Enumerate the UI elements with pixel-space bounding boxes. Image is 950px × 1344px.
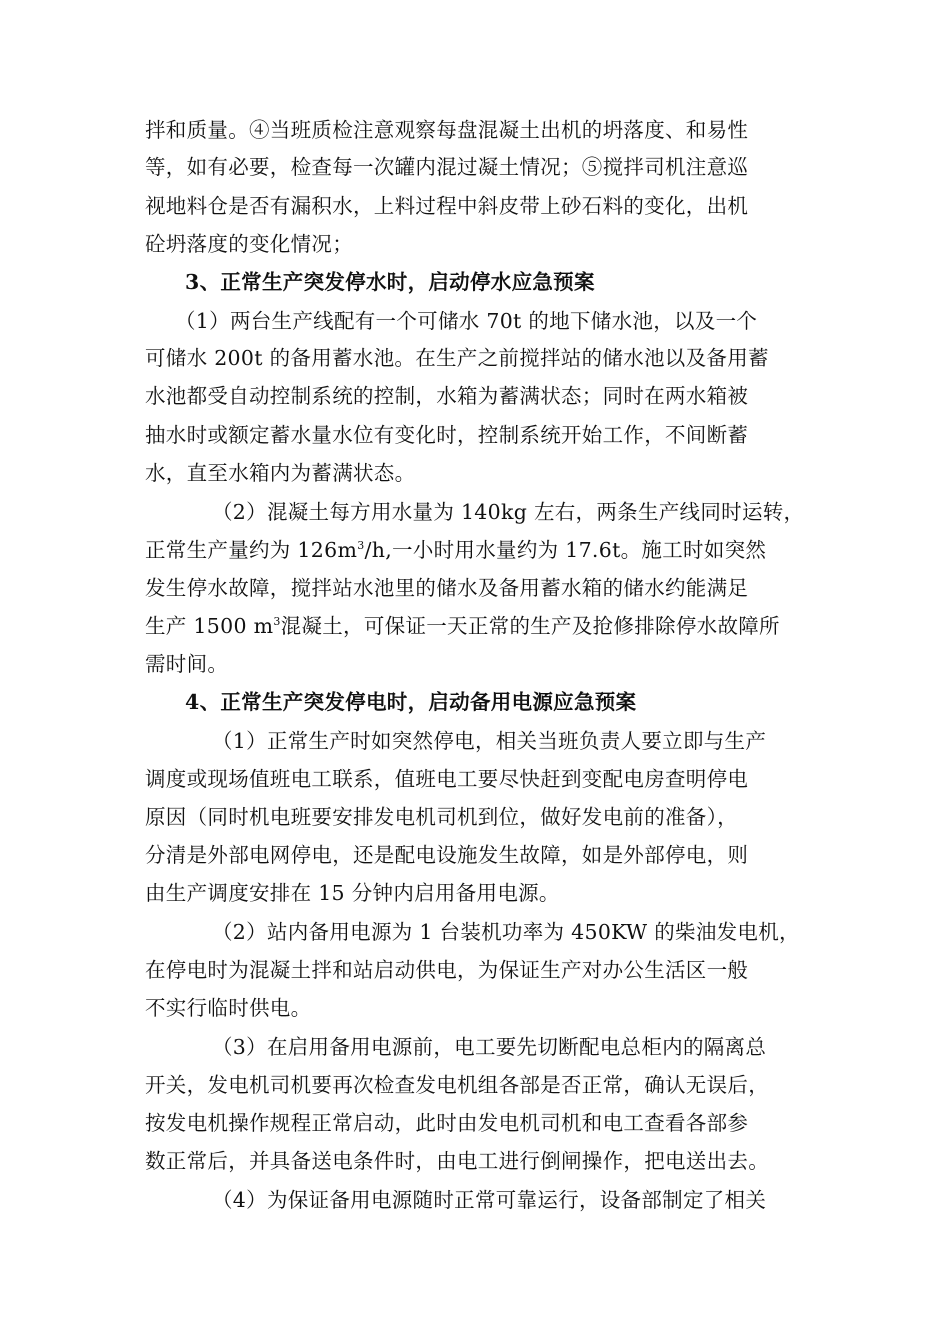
paragraph-line: 由生产调度安排在 15 分钟内启用备用电源。 [145,881,560,905]
text-segment: 正常生产量约为 126m [145,538,358,562]
paragraph-line: 等，如有必要，检查每一次罐内混过凝土情况；⑤搅拌司机注意巡 [145,155,749,179]
paragraph-line: 数正常后，并具备送电条件时，由电工进行倒闸操作，把电送出去。 [145,1149,769,1173]
paragraph-line: 发生停水故障，搅拌站水池里的储水及备用蓄水箱的储水约能满足 [145,576,749,600]
paragraph-line: 视地料仓是否有漏积水，上料过程中斜皮带上砂石料的变化，出机 [145,194,749,218]
superscript: 3 [273,615,281,629]
paragraph-line [145,536,815,564]
paragraph-line: （3）在启用备用电源前，电工要先切断配电总柜内的隔离总 [212,1035,767,1059]
text-segment: 生产 1500 m [145,614,274,638]
superscript: 3 [357,539,365,553]
paragraph-line: 需时间。 [145,652,229,676]
text-segment: 混凝土，可保证一天正常的生产及抢修排除停水故障所 [280,614,780,638]
paragraph-line: （4）为保证备用电源随时正常可靠运行，设备部制定了相关 [212,1188,767,1212]
paragraph-line: （1）正常生产时如突然停电，相关当班负责人要立即与生产 [212,729,767,753]
paragraph-line: 水，直至水箱内为蓄满状态。 [145,461,416,485]
paragraph-line: 抽水时或额定蓄水量水位有变化时，控制系统开始工作，不间断蓄 [145,423,749,447]
paragraph-line: 砼坍落度的变化情况； [145,232,353,256]
paragraph-line: 开关，发电机司机要再次检查发电机组各部是否正常，确认无误后， [145,1073,769,1097]
paragraph-line: 在停电时为混凝土拌和站启动供电，为保证生产对办公生活区一般 [145,958,749,982]
paragraph-line: 按发电机操作规程正常启动，此时由发电机司机和电工查看各部参 [145,1111,749,1135]
paragraph-line: 原因（同时机电班要安排发电机司机到位，做好发电前的准备）， [145,805,738,829]
paragraph-line: （2）站内备用电源为 1 台装机功率为 450KW 的柴油发电机， [212,920,800,944]
section-heading-4: 4、正常生产突发停电时，启动备用电源应急预案 [185,690,637,714]
paragraph-line: 可储水 200t 的备用蓄水池。在生产之前搅拌站的储水池以及备用蓄 [145,346,769,370]
paragraph-line: 拌和质量。④当班质检注意观察每盘混凝土出机的坍落度、和易性 [145,118,749,142]
section-heading-3: 3、正常生产突发停水时，启动停水应急预案 [185,270,595,294]
paragraph-line [145,612,815,640]
paragraph-line: 分清是外部电网停电，还是配电设施发生故障，如是外部停电，则 [145,843,749,867]
paragraph-line: 调度或现场值班电工联系，值班电工要尽快赶到变配电房查明停电 [145,767,749,791]
paragraph-line: （1）两台生产线配有一个可储水 70t 的地下储水池，以及一个 [175,309,758,333]
paragraph-line: （2）混凝土每方用水量为 140kg 左右，两条生产线同时运转， [212,500,805,524]
paragraph-line: 水池都受自动控制系统的控制，水箱为蓄满状态；同时在两水箱被 [145,384,749,408]
paragraph-line: 不实行临时供电。 [145,996,312,1020]
text-segment: /h,一小时用水量约为 17.6t。施工时如突然 [364,538,767,562]
